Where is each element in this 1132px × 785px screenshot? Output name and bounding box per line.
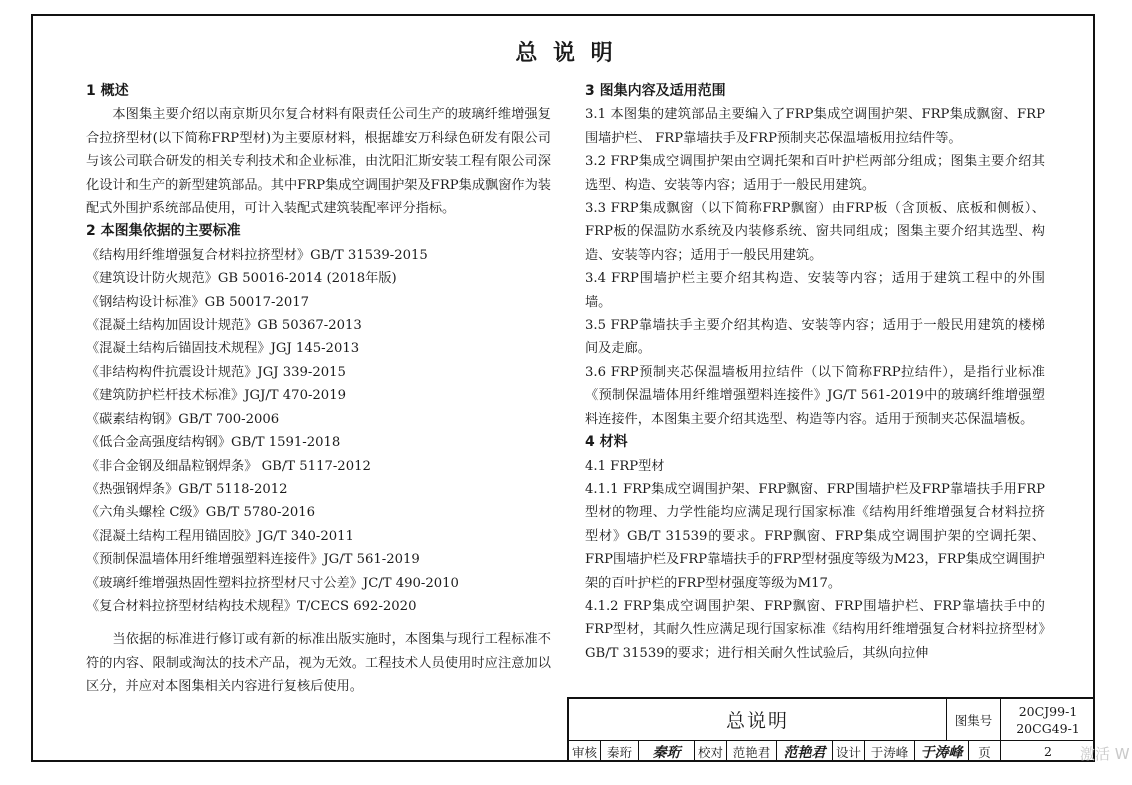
standard-item: 《建筑设计防火规范》GB 50016-2014 (2018年版) — [86, 271, 397, 287]
standards-note: 当依据的标准进行修订或有新的标准出版实施时，本图集与现行工程标准不符的内容、限制或淘汰的技术产品，视为无效。工程技术人员使用时应注意加以区分，并应对本图集相关内容进行复核后使用。 — [86, 632, 551, 695]
scope-item: 3.1 本图集的建筑部品主要编入了FRP集成空调围护架、FRP集成飘窗、FRP围墙护栏、 FRP靠墙扶手及FRP预制夹芯保温墙板用拉结件等。 — [585, 107, 1045, 146]
standard-item: 《玻璃纤维增强热固性塑料拉挤型材尺寸公差》JC/T 490-2010 — [86, 575, 459, 591]
scope-item: 3.3 FRP集成飘窗（以下简称FRP飘窗）由FRP板（含顶板、底板和侧板）、FRP板的保温防水系统及内装修系统、窗共同组成；图集主要介绍其选型、构造、安装等内容；适用于一般民用建筑。 — [585, 201, 1045, 263]
scope-item: 3.5 FRP靠墙扶手主要介绍其构造、安装等内容；适用于一般民用建筑的楼梯间及走廊。 — [585, 318, 1045, 357]
design-label: 设计 — [833, 741, 865, 762]
atlas-number-primary: 20CJ99-1 — [1018, 703, 1078, 719]
section-2-heading: 2 本图集依据的主要标准 — [86, 223, 241, 240]
standard-item: 《结构用纤维增强复合材料拉挤型材》GB/T 31539-2015 — [86, 247, 428, 263]
standard-item: 《建筑防护栏杆技术标准》JGJ/T 470-2019 — [86, 388, 346, 404]
review-label: 审核 — [569, 741, 601, 762]
standard-item: 《六角头螺栓 C级》GB/T 5780-2016 — [86, 505, 316, 521]
scope-item: 3.4 FRP围墙护栏主要介绍其构造、安装等内容；适用于建筑工程中的外围墙。 — [585, 271, 1045, 310]
section-1-heading: 1 概述 — [86, 83, 129, 99]
standard-item: 《非合金钢及细晶粒钢焊条》 GB/T 5117-2012 — [86, 458, 371, 474]
page-title: 总 说 明 — [515, 41, 617, 66]
checker-name: 范艳君 — [727, 741, 777, 762]
atlas-number — [1001, 699, 1095, 741]
atlas-number-label: 图集号 — [947, 699, 1001, 741]
left-column — [86, 80, 551, 699]
designer-signature: 于涛峰 — [915, 741, 969, 762]
standard-item: 《钢结构设计标准》GB 50017-2017 — [86, 294, 310, 310]
standards-list — [86, 244, 551, 619]
checker-signature: 范艳君 — [777, 741, 833, 762]
drawing-name: 总说明 — [569, 699, 947, 741]
standard-item: 《预制保温墙体用纤维增强塑料连接件》JG/T 561-2019 — [86, 552, 420, 568]
standard-item: 《混凝土结构加固设计规范》GB 50367-2013 — [86, 318, 362, 334]
reviewer-signature: 秦珩 — [639, 741, 695, 762]
clause-4-1-1: 4.1.1 FRP集成空调围护架、FRP飘窗、FRP围墙护栏及FRP靠墙扶手用FRP型材的物理、力学性能均应满足现行国家标准《结构用纤维增强复合材料拉挤型材》GB/T 31539的要求。FRP飘窗、FRP集成空调围护架的空调托架、FRP围墙护栏及FRP靠墙扶手的FRP型材强度等级为M23，FRP集成空调围护架的百叶护栏的FRP型材强度等级为M17。 — [585, 481, 1045, 591]
standard-item: 《热强钢焊条》GB/T 5118-2012 — [86, 481, 288, 497]
page-number: 2 — [1044, 744, 1052, 759]
section-4-1-heading: 4.1 FRP型材 — [585, 458, 665, 474]
right-column — [585, 80, 1045, 661]
section-3-heading: 3 图集内容及适用范围 — [585, 83, 726, 99]
section-1-text: 本图集主要介绍以南京斯贝尔复合材料有限责任公司生产的玻璃纤维增强复合拉挤型材(以下简称FRP型材)为主要原材料，根据雄安万科绿色研发有限公司与该公司联合研发的相关专利技术和企业标准，由沈阳汇斯安装工程有限公司深化设计和生产的新型建筑部品。其中FRP集成空调围护架及FRP集成飘窗作为装配式外围护系统部品使用，可计入装配式建筑装配率评分指标。 — [86, 107, 551, 217]
atlas-number-secondary: 20CG49-1 — [1016, 720, 1080, 736]
signature-row — [569, 741, 1095, 762]
designer-name: 于涛峰 — [865, 741, 915, 762]
activation-watermark: 激活 W — [1080, 745, 1130, 763]
section-4-heading: 4 材料 — [585, 434, 628, 451]
reviewer-name: 秦珩 — [601, 741, 639, 762]
check-label: 校对 — [695, 741, 727, 762]
page-label: 页 — [969, 741, 1001, 762]
scope-item: 3.2 FRP集成空调围护架由空调托架和百叶护栏两部分组成；图集主要介绍其选型、构造、安装等内容；适用于一般民用建筑。 — [585, 154, 1045, 193]
clause-4-1-2: 4.1.2 FRP集成空调围护架、FRP飘窗、FRP围墙护栏、FRP靠墙扶手中的FRP型材，其耐久性应满足现行国家标准《结构用纤维增强复合材料拉挤型材》GB/T 31539的要求；进行相关耐久性试验后，其纵向拉伸 — [585, 598, 1045, 661]
standard-item: 《复合材料拉挤型材结构技术规程》T/CECS 692-2020 — [86, 598, 417, 614]
standard-item: 《混凝土结构工程用锚固胶》JG/T 340-2011 — [86, 528, 354, 544]
standard-item: 《碳素结构钢》GB/T 700-2006 — [86, 411, 280, 427]
standard-item: 《非结构构件抗震设计规范》JGJ 339-2015 — [86, 364, 346, 380]
standard-item: 《低合金高强度结构钢》GB/T 1591-2018 — [86, 435, 341, 451]
standard-item: 《混凝土结构后锚固技术规程》JGJ 145-2013 — [86, 341, 360, 357]
scope-item: 3.6 FRP预制夹芯保温墙板用拉结件（以下简称FRP拉结件），是指行业标准《预制保温墙体用纤维增强塑料连接件》JG/T 561-2019中的玻璃纤维增强塑料连接件，本图集主要介绍其选型、构造等内容。适用于预制夹芯保温墙板。 — [585, 364, 1045, 427]
title-block — [567, 697, 1095, 762]
